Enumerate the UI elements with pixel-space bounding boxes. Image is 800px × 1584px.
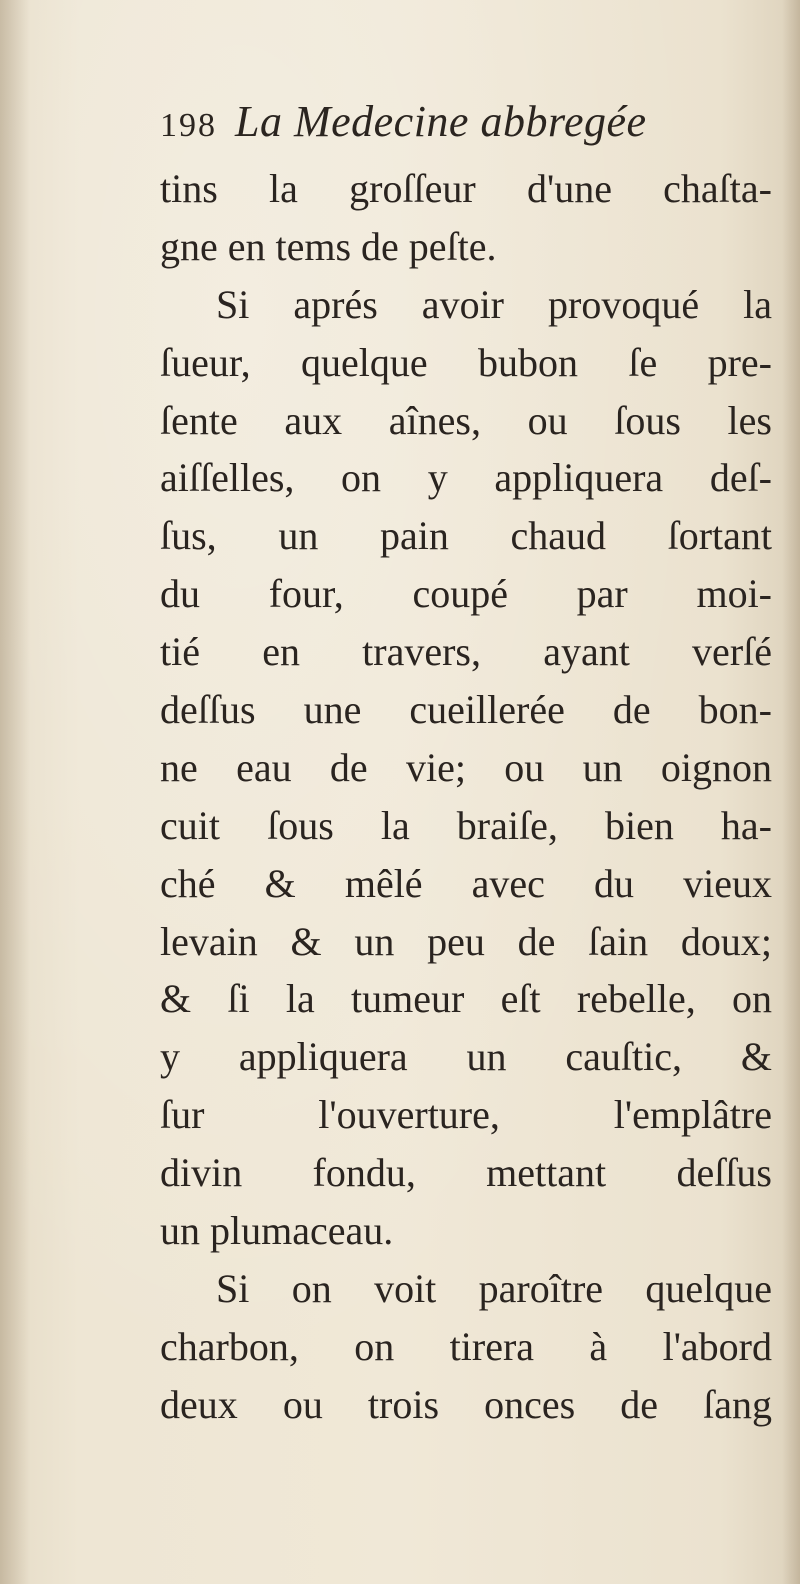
text-line: tié en travers, ayant verſé bbox=[160, 629, 772, 675]
running-title: La Medecine abbregée bbox=[235, 97, 647, 146]
text-line: levain & un peu de ſain doux; bbox=[160, 918, 772, 964]
text-line: charbon, on tirera à l'abord bbox=[160, 1323, 772, 1369]
text-line: aiſſelles, on y appliquera deſ- bbox=[160, 455, 772, 501]
text-line: ſus, un pain chaud ſortant bbox=[160, 513, 772, 559]
text-line: deux ou trois onces de ſang bbox=[160, 1381, 772, 1427]
text-line: tins la groſſeur d'une chaſta- bbox=[160, 166, 772, 211]
text-line: du four, coupé par moi- bbox=[160, 571, 772, 617]
page-number: 198 bbox=[160, 107, 217, 144]
text-line: & ſi la tumeur eſt rebelle, on bbox=[160, 976, 772, 1022]
text-line: gne en tems de peſte. bbox=[160, 223, 497, 269]
gutter-shadow bbox=[0, 0, 30, 1584]
page-edge-shadow bbox=[782, 0, 800, 1584]
paragraph-start-line: Si on voit paroître quelque bbox=[216, 1265, 772, 1311]
text-line: ſente aux aînes, ou ſous les bbox=[160, 397, 772, 443]
text-line: ne eau de vie; ou un oignon bbox=[160, 744, 772, 790]
paragraph-start-line: Si aprés avoir provoqué la bbox=[216, 281, 772, 327]
text-line: ché & mêlé avec du vieux bbox=[160, 860, 772, 906]
text-line: ſueur, quelque bubon ſe pre- bbox=[160, 339, 772, 385]
text-line: cuit ſous la braiſe, bien ha- bbox=[160, 802, 772, 848]
text-line: deſſus une cueillerée de bon- bbox=[160, 687, 772, 733]
text-line: ſur l'ouverture, l'emplâtre bbox=[160, 1092, 772, 1138]
body-text bbox=[160, 160, 772, 1434]
text-line: un plumaceau. bbox=[160, 1208, 394, 1254]
running-head bbox=[160, 96, 760, 156]
text-line: y appliquera un cauſtic, & bbox=[160, 1034, 772, 1080]
text-line: divin fondu, mettant deſſus bbox=[160, 1150, 772, 1196]
